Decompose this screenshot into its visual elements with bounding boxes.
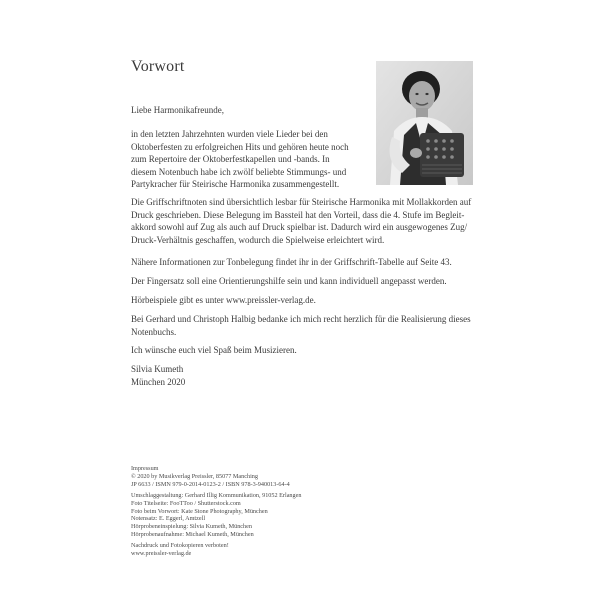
text-line: Druck-Verhältnis geschaffen, wodurch die Spielweise erleichtert wird. <box>131 234 385 245</box>
wunsch-paragraph: Ich wünsche euch viel Spaß beim Musizieren. <box>131 345 297 355</box>
impressum-credit: Hörprobeneinspielung: Silvia Kumeth, München <box>131 523 252 531</box>
text-line: Notenbuchs. <box>131 326 177 337</box>
page-title: Vorwort <box>131 58 185 75</box>
griffschrift-paragraph <box>131 196 471 246</box>
hoerbeispiele-paragraph: Hörbeispiele gibt es unter www.preissler-verlag.de. <box>131 295 316 305</box>
text-line: Die Griffschriftnoten sind übersichtlich lesbar für Steirische Harmonika mit Mollakkorden auf <box>131 197 472 207</box>
text-line: Bei Gerhard und Christoph Halbig bedanke ich mich recht herzlich für die Realisierung dieses <box>131 314 471 324</box>
impressum-heading: Impressum <box>131 465 159 472</box>
impressum-credit: Hörprobenaufnahme: Michael Kumeth, München <box>131 531 254 539</box>
signature-name: Silvia Kumeth <box>131 364 184 374</box>
impressum-block <box>131 465 301 558</box>
impressum-copyright: © 2020 by Musikverlag Preissler, 85077 Manching <box>131 472 258 480</box>
impressum-website: www.preissler-verlag.de <box>131 550 192 558</box>
impressum-notice: Nachdruck und Fotokopieren verboten! <box>131 542 229 550</box>
text-line: Oktoberfesten zu erfolgreichen Hits und gehören heute noch <box>131 141 349 152</box>
tonbelegung-paragraph: Nähere Informationen zur Tonbelegung findet ihr in der Griffschrift-Tabelle auf Seite 43. <box>131 257 452 267</box>
signature-block <box>131 363 185 388</box>
text-line: diesem Notenbuch habe ich zwölf beliebte Stimmungs- und <box>131 166 347 177</box>
author-photo <box>376 61 473 185</box>
text-line: zum Repertoire der Oktoberfestkapellen und -bands. In <box>131 154 330 164</box>
impressum-credit: Notensatz: E. Eggerl, Amtzell <box>131 515 206 523</box>
text-line: akkord sowohl auf Zug als auch auf Druck spielbar ist. Dadurch wird ein ausgewogenes Zug/ <box>131 222 468 232</box>
impressum-credit: Foto beim Vorwort: Kate Stone Photography, München <box>131 507 268 515</box>
text-line: Druck geschrieben. Diese Belegung im Bassteil hat den Vorteil, dass die 4. Stufe im Begleit- <box>131 209 465 220</box>
greeting: Liebe Harmonikafreunde, <box>131 105 224 115</box>
text-line: in den letzten Jahrzehnten wurden viele Lieder bei den <box>131 129 328 139</box>
dank-paragraph <box>131 313 471 338</box>
signature-place: München 2020 <box>131 376 186 387</box>
impressum-credit: Foto Titelseite: FooTToo / Shutterstock.com <box>131 499 241 507</box>
intro-paragraph <box>131 128 349 191</box>
fingersatz-paragraph: Der Fingersatz soll eine Orientierungshilfe sein und kann individuell angepasst werden. <box>131 276 447 286</box>
text-line: Partykracher für Steirische Harmonika zusammengestellt. <box>131 179 340 189</box>
impressum-numbers: JP 6633 / ISMN 979-0-2014-0123-2 / ISBN 978-3-940013-64-4 <box>131 480 290 488</box>
impressum-credit: Umschlaggestaltung: Gerhard Illig Kommunikation, 91052 Erlangen <box>131 491 302 499</box>
